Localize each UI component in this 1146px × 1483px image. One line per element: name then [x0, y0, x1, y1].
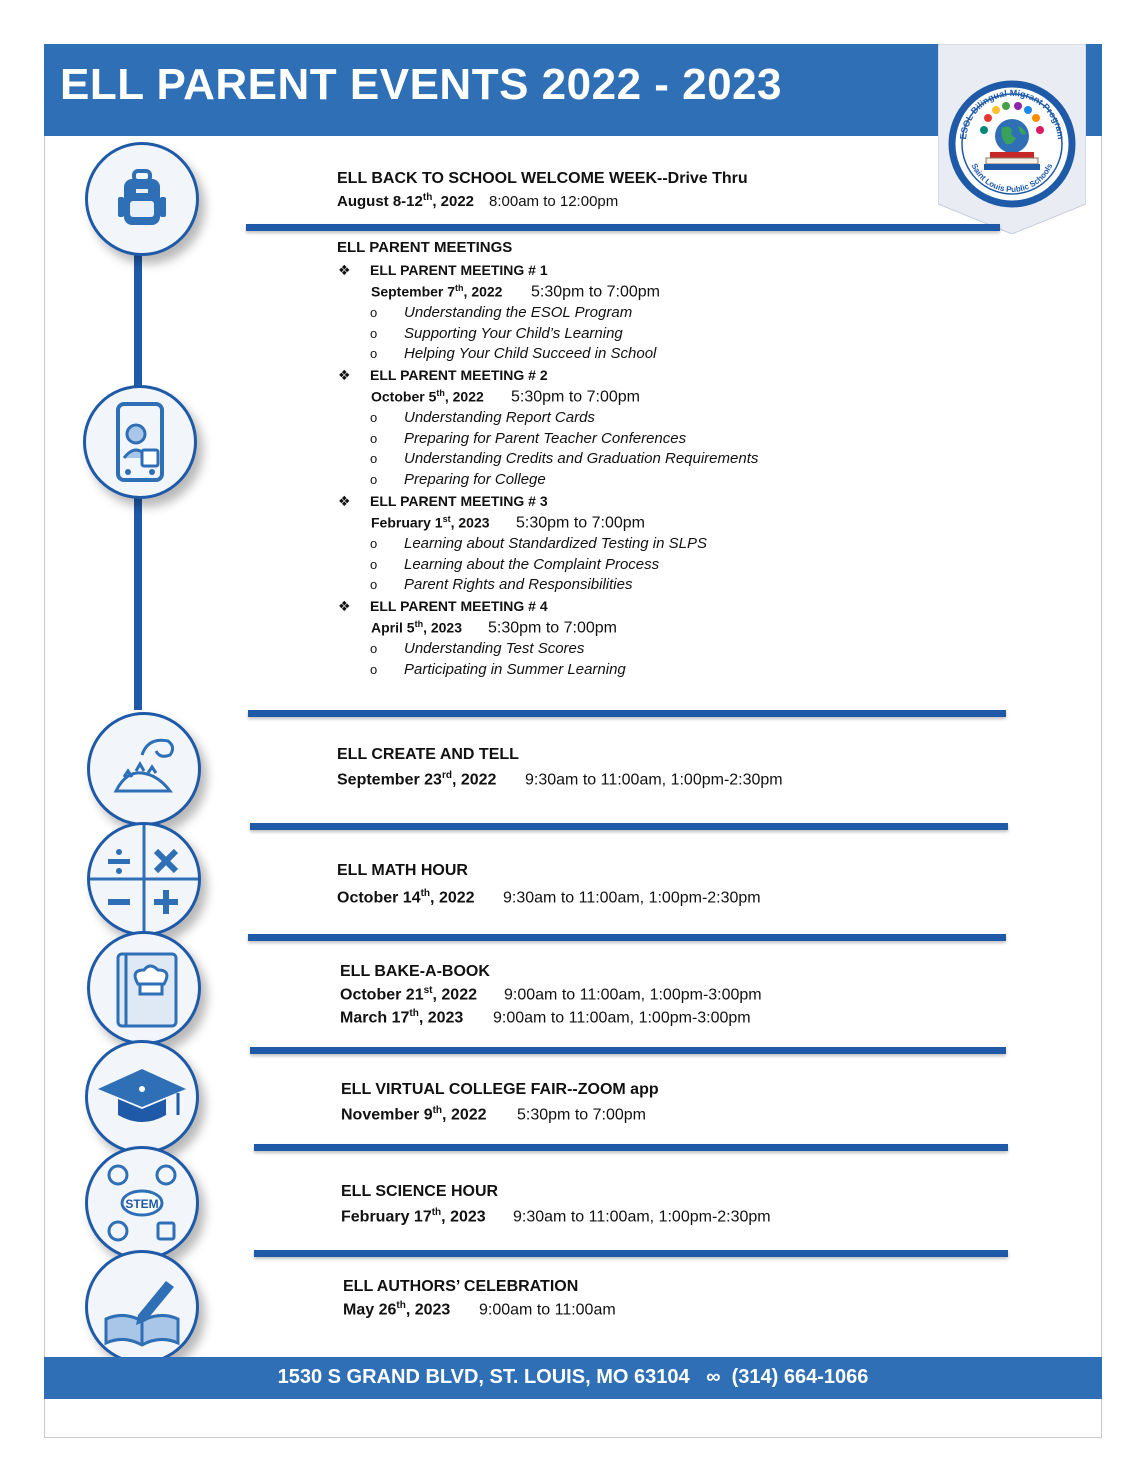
- graduation-cap-icon: [85, 1040, 199, 1154]
- meeting-year: , 2023: [423, 619, 463, 636]
- meeting-topic: [370, 409, 595, 426]
- date-suffix: th: [409, 1008, 419, 1020]
- circle-bullet-icon: o: [370, 577, 378, 592]
- event-title: ELL AUTHORS’ CELEBRATION: [343, 1278, 579, 1295]
- date-suffix: th: [420, 888, 431, 899]
- meeting-heading: [338, 598, 548, 615]
- meeting-time: 5:30pm to 7:00pm: [516, 514, 645, 532]
- page-frame: [44, 44, 1102, 1438]
- divider: [254, 1144, 1008, 1151]
- meeting-topic-text: Understanding Report Cards: [404, 409, 595, 426]
- date-suffix: th: [436, 388, 445, 398]
- divider: [248, 934, 1006, 941]
- badge-arc-top: ESOL Bilingual Migrant Program: [958, 87, 1067, 140]
- meeting-date-time: [371, 283, 660, 302]
- event-date: March 17: [340, 1009, 410, 1027]
- circle-bullet-icon: o: [370, 536, 378, 551]
- date-suffix: th: [431, 1207, 442, 1218]
- event-date: May 26: [343, 1301, 397, 1319]
- globe-icon: [995, 119, 1029, 153]
- stem-label: STEM: [125, 1197, 159, 1211]
- event-date: February 17: [341, 1208, 432, 1226]
- event-year: , 2022: [430, 889, 475, 907]
- divider: [254, 1250, 1008, 1257]
- divider: [250, 1047, 1006, 1054]
- event-time: 9:00am to 11:00am, 1:00pm-3:00pm: [493, 1009, 751, 1027]
- page-title: ELL PARENT EVENTS 2022 - 2023: [60, 60, 783, 109]
- meeting-topic-text: Participating in Summer Learning: [404, 660, 626, 678]
- circle-bullet-icon: o: [370, 325, 378, 341]
- meeting-label: ELL PARENT MEETING # 1: [370, 262, 548, 278]
- meeting-date: October 5: [371, 388, 437, 405]
- circle-bullet-icon: o: [370, 346, 378, 361]
- meeting-year: , 2023: [450, 514, 490, 531]
- meeting-topic: [370, 640, 584, 657]
- meeting-topic: [370, 556, 659, 573]
- event-date: October 14: [337, 889, 421, 907]
- meeting-heading: [338, 262, 548, 279]
- meeting-date: September 7: [371, 283, 456, 300]
- meeting-topic: [370, 661, 626, 678]
- meeting-topic: [370, 325, 623, 342]
- event-back-to-school: [337, 170, 748, 210]
- event-time: 9:30am to 11:00am, 1:00pm-2:30pm: [525, 771, 783, 789]
- meeting-topic-text: Supporting Your Child’s Learning: [404, 324, 623, 342]
- meeting-topic-text: Preparing for College: [404, 470, 546, 488]
- event-create-and-tell: [337, 746, 783, 789]
- event-date: November 9: [341, 1106, 433, 1124]
- divider: [246, 224, 1000, 231]
- program-badge: [938, 44, 1086, 234]
- meeting-topic: [370, 471, 546, 488]
- date-suffix: th: [396, 1300, 406, 1311]
- clay-dinosaur-icon: [87, 712, 201, 826]
- circle-bullet-icon: o: [370, 410, 378, 425]
- meeting-date-time: [371, 619, 617, 638]
- meeting-topic: [370, 304, 632, 321]
- open-book-pencil-icon: [85, 1250, 199, 1364]
- event-time: 9:00am to 11:00am, 1:00pm-3:00pm: [504, 986, 762, 1004]
- event-time: 9:30am to 11:00am, 1:00pm-2:30pm: [513, 1208, 771, 1226]
- meeting-time: 5:30pm to 7:00pm: [531, 283, 660, 301]
- event-title: ELL VIRTUAL COLLEGE FAIR--ZOOM app: [341, 1081, 659, 1098]
- divider: [248, 710, 1006, 717]
- meeting-topic-text: Preparing for Parent Teacher Conferences: [404, 429, 687, 447]
- circle-bullet-icon: o: [370, 661, 378, 677]
- footer-address-phone: 1530 S GRAND BLVD, ST. LOUIS, MO 63104 ∞ (314) 664-1066: [277, 1366, 869, 1388]
- date-suffix: rd: [441, 770, 452, 781]
- math-operators-icon: [87, 822, 201, 936]
- event-year: , 2023: [441, 1208, 486, 1226]
- meeting-heading: [338, 493, 548, 510]
- meeting-topic-text: Learning about the Complaint Process: [404, 555, 660, 573]
- date-suffix: st: [442, 514, 451, 524]
- event-year: , 2023: [405, 1301, 451, 1319]
- date-suffix: th: [455, 283, 464, 293]
- event-authors-celebration: [343, 1278, 616, 1319]
- cookbook-icon: [87, 931, 201, 1045]
- date-suffix: th: [422, 192, 433, 203]
- diamond-bullet-icon: ❖: [338, 367, 351, 383]
- circle-bullet-icon: o: [370, 641, 378, 656]
- event-virtual-college-fair: [341, 1081, 659, 1124]
- meeting-time: 5:30pm to 7:00pm: [488, 619, 617, 637]
- video-call-phone-icon: [83, 385, 197, 499]
- event-bake-a-book: [340, 963, 762, 1028]
- event-science-hour: [341, 1183, 771, 1226]
- meeting-heading: [338, 367, 548, 384]
- event-title: ELL MATH HOUR: [337, 862, 468, 879]
- date-suffix: th: [432, 1105, 443, 1116]
- circle-bullet-icon: o: [370, 451, 378, 466]
- meeting-topic: [370, 430, 686, 447]
- event-time: 9:30am to 11:00am, 1:00pm-2:30pm: [503, 889, 761, 907]
- date-suffix: st: [423, 985, 433, 996]
- meeting-year: , 2022: [463, 283, 503, 300]
- meeting-topic: [370, 535, 707, 552]
- event-date: August 8-12: [337, 193, 423, 210]
- meeting-topic: [370, 576, 632, 593]
- event-year: , 2022: [442, 1106, 487, 1124]
- meeting-topic-text: Understanding the ESOL Program: [404, 304, 633, 321]
- event-math-hour: [337, 862, 761, 907]
- books-icon: [984, 152, 1040, 170]
- badge-arc-bottom: Saint Louis Public Schools: [969, 162, 1055, 195]
- meeting-topic-text: Understanding Credits and Graduation Requirements: [404, 450, 759, 467]
- meeting-topic-text: Parent Rights and Responsibilities: [404, 576, 633, 593]
- diamond-bullet-icon: ❖: [338, 493, 351, 509]
- circle-bullet-icon: o: [370, 305, 378, 320]
- meeting-date-time: [371, 388, 640, 407]
- meeting-date-time: [371, 514, 645, 533]
- meeting-label: ELL PARENT MEETING # 3: [370, 493, 548, 509]
- event-title: ELL BACK TO SCHOOL WELCOME WEEK--Drive Thru: [337, 170, 748, 187]
- meeting-topic-text: Learning about Standardized Testing in SLPS: [404, 535, 707, 552]
- event-year: , 2022: [432, 193, 475, 210]
- event-time: 9:00am to 11:00am: [479, 1301, 616, 1319]
- event-title: ELL BAKE-A-BOOK: [340, 963, 490, 980]
- event-time: 8:00am to 12:00pm: [489, 193, 619, 210]
- circle-bullet-icon: o: [370, 556, 378, 572]
- meeting-time: 5:30pm to 7:00pm: [511, 388, 640, 406]
- event-date: September 23: [337, 771, 442, 789]
- meeting-label: ELL PARENT MEETING # 4: [370, 598, 548, 614]
- event-date: October 21: [340, 986, 424, 1004]
- diamond-bullet-icon: ❖: [338, 262, 351, 278]
- meeting-topic: [370, 450, 758, 467]
- event-time: 5:30pm to 7:00pm: [517, 1106, 646, 1124]
- meeting-year: , 2022: [444, 388, 484, 405]
- divider: [250, 823, 1008, 830]
- meeting-label: ELL PARENT MEETING # 2: [370, 367, 548, 383]
- section-title-parent-meetings: ELL PARENT MEETINGS: [337, 239, 513, 256]
- backpack-icon: [85, 142, 199, 256]
- circle-bullet-icon: o: [370, 430, 378, 446]
- meeting-topic-text: Understanding Test Scores: [404, 640, 585, 657]
- event-year: , 2022: [451, 771, 497, 789]
- event-title: ELL SCIENCE HOUR: [341, 1183, 499, 1200]
- meeting-topic-text: Helping Your Child Succeed in School: [404, 345, 657, 362]
- event-year: , 2023: [418, 1009, 464, 1027]
- meeting-date: February 1: [371, 514, 443, 531]
- diamond-bullet-icon: ❖: [338, 598, 351, 614]
- meeting-topic: [370, 345, 656, 362]
- event-title: ELL CREATE AND TELL: [337, 746, 519, 763]
- event-year: , 2022: [432, 986, 477, 1004]
- circle-bullet-icon: o: [370, 471, 378, 487]
- meeting-date: April 5: [371, 619, 415, 636]
- date-suffix: th: [414, 619, 424, 629]
- stem-icon: [85, 1146, 199, 1260]
